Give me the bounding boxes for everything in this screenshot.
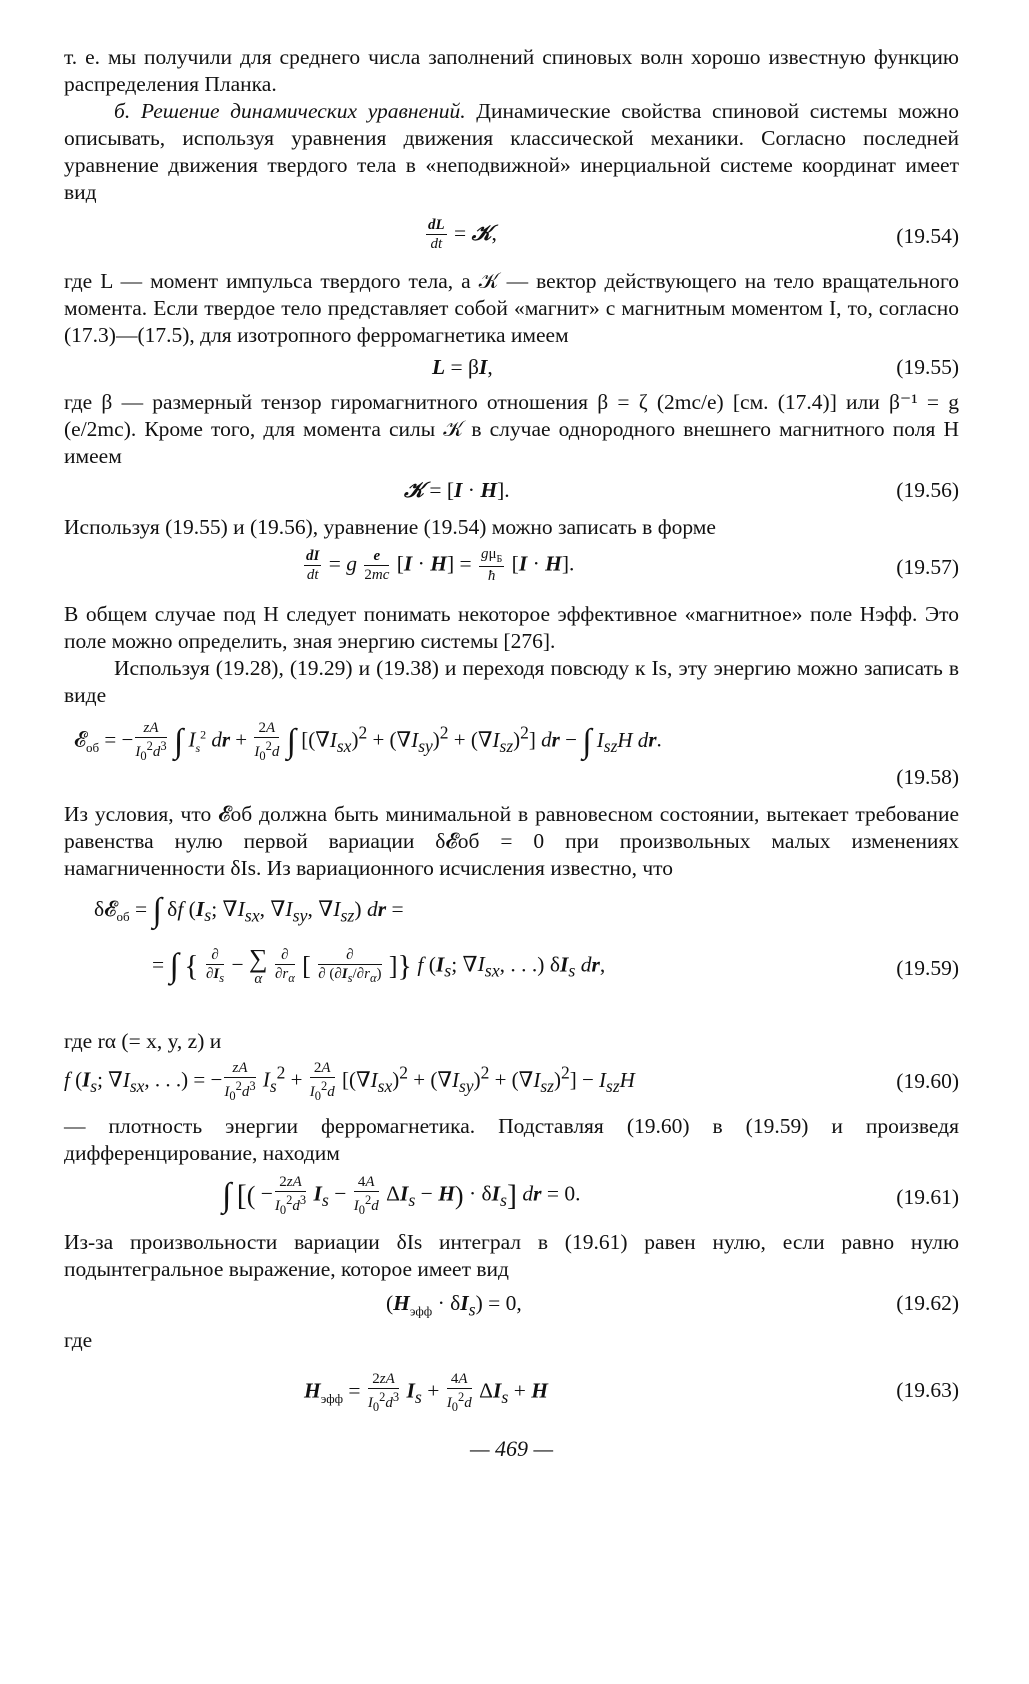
equation-19-55: L = βI, (19.55) [432,355,959,379]
equation-19-58: 𝓔$_{об}$ = − $\frac{zA}{I_0^2d^3}$ ∫ $I_s^2$ dr + $\frac{2A}{I_0^2d}$ ∫ $[(\nabla I_{sx})^2 + (\nabla I_{sy})^2 + (\nabla I_{sz})^2]$ dr − ∫ $I_{sz}H$ dr. (19.58) [74,720,959,789]
equation-number: (19.59) [896,956,959,980]
equation-19-60: f ($I_s$; $\nabla I_{sx}$, . . .) = − $\frac{zA}{I_0^2d^3}$ $I_s^2$ + $\frac{2A}{I_0^2d}$ $[(\nabla I_{sx})^2 + (\nabla I_{sy})^2 + (\nabla I_{sz})^2] - I_{sz}H$ (19.60) [64,1060,959,1103]
equation-19-63: $H_{эфф}$ = $\frac{2zA}{I_0^2d^3}$ $I_s$ + $\frac{4A}{I_0^2d}$ $\Delta I_s + H$ (19.63) [304,1371,959,1414]
equation-number: (19.60) [896,1069,959,1093]
equation-19-54: $\frac{dL}{dt}$ = 𝒦, (19.54) [428,217,959,252]
paragraph-9: где rα (= x, y, z) и [64,1029,222,1053]
equation-19-56: 𝒦 = [I · H]. (19.56) [404,478,959,502]
equation-number: (19.62) [896,1291,959,1315]
paragraph-2 [64,98,959,206]
paragraph-12: где [64,1328,93,1352]
equation-19-57: $\frac{dI}{dt}$ = g $\frac{e}{2mc}$ [I · H] = $g\mu_Б$ ħ [I · H]. (19.57) [306,546,959,584]
equation-19-59: δ𝓔$_{об}$ = ∫ δf ($I_s$; $\nabla I_{sx}$, $\nabla I_{sy}$, $\nabla I_{sz}$) dr = = ∫ { ∂ $\partial I_s$ − ∑ α ∂ $\partial r_\alpha$ [ ∂ ∂ $(\partial I_s/\partial r_\alpha)$ ]} f ($I_s$; $\nabla I_{sx}$, . . .) $\delta I_s$ dr, (19.59) [94,892,959,987]
paragraph-2-text: Динамические свойства спиновой системы можно описывать, используя уравнения движения классической механики. Согласно последней уравнение движения твердого тела в «неподвижной» инерциальной системе координат имеет вид [64,99,959,204]
paragraph-4: где β — размерный тензор гиромагнитного отношения β = ζ (2mc/e) [см. (17.4)] или β⁻¹ = g (e/2mc). Кроме того, для момента силы 𝒦 в случае однородного внешнего магнитного поля H имеем [64,390,959,468]
equation-number: (19.61) [896,1185,959,1209]
paragraph-5: Используя (19.55) и (19.56), уравнение (19.54) можно записать в форме [64,515,716,539]
page-number: — 469 — [469,1436,554,1461]
paragraph-6: В общем случае под H следует понимать некоторое эффективное «магнитное» поле Hэфф. Это поле можно определить, зная энергию системы [276]. [64,602,959,653]
equation-19-61: ∫ [( − $\frac{2zA}{I_0^2d^3}$ $I_s$ − $\frac{4A}{I_0^2d}$ $\Delta I_s - H) \cdot \delta I_s$] dr = 0. (19.61) [222,1174,959,1217]
paragraph-3: где L — момент импульса твердого тела, а 𝒦 — вектор действующего на тело вращательного момента. Если твердое тело представляет собой «магнит» с магнитным моментом I, то, согласно (17.3)—(17.5), для изотропного ферромагнетика имеем [64,269,959,347]
paragraph-10: — плотность энергии ферромагнетика. Подставляя (19.60) в (19.59) и произведя дифференцирование, находим [64,1114,959,1165]
equation-19-62: $(H_{эфф} \cdot \delta I_s) = 0$, (19.62) [386,1291,959,1320]
equation-number: (19.57) [896,555,959,579]
paragraph-1: т. е. мы получили для среднего числа заполнений спиновых волн хорошо известную функцию распределения Планка. [64,45,959,96]
paragraph-7: Используя (19.28), (19.29) и (19.38) и переходя повсюду к Is, эту энергию можно записать в виде [64,656,959,707]
equation-number: (19.58) [896,765,959,789]
paragraph-11: Из-за произвольности вариации δIs интеграл в (19.61) равен нулю, если равно нулю подынтегральное выражение, которое имеет вид [64,1230,959,1281]
equation-number: (19.55) [896,355,959,379]
equation-number: (19.63) [896,1378,959,1402]
equation-number: (19.56) [896,478,959,502]
page-body [64,44,959,1462]
paragraph-8: Из условия, что 𝓔об должна быть минимальной в равновесном состоянии, вытекает требование равенства нулю первой вариации δ𝓔об = 0 при произвольных малых изменениях намагниченности δIs. Из вариационного исчисления известно, что [64,802,959,880]
section-title: б. Решение динамических уравнений. [114,99,466,123]
equation-number: (19.54) [896,224,959,248]
